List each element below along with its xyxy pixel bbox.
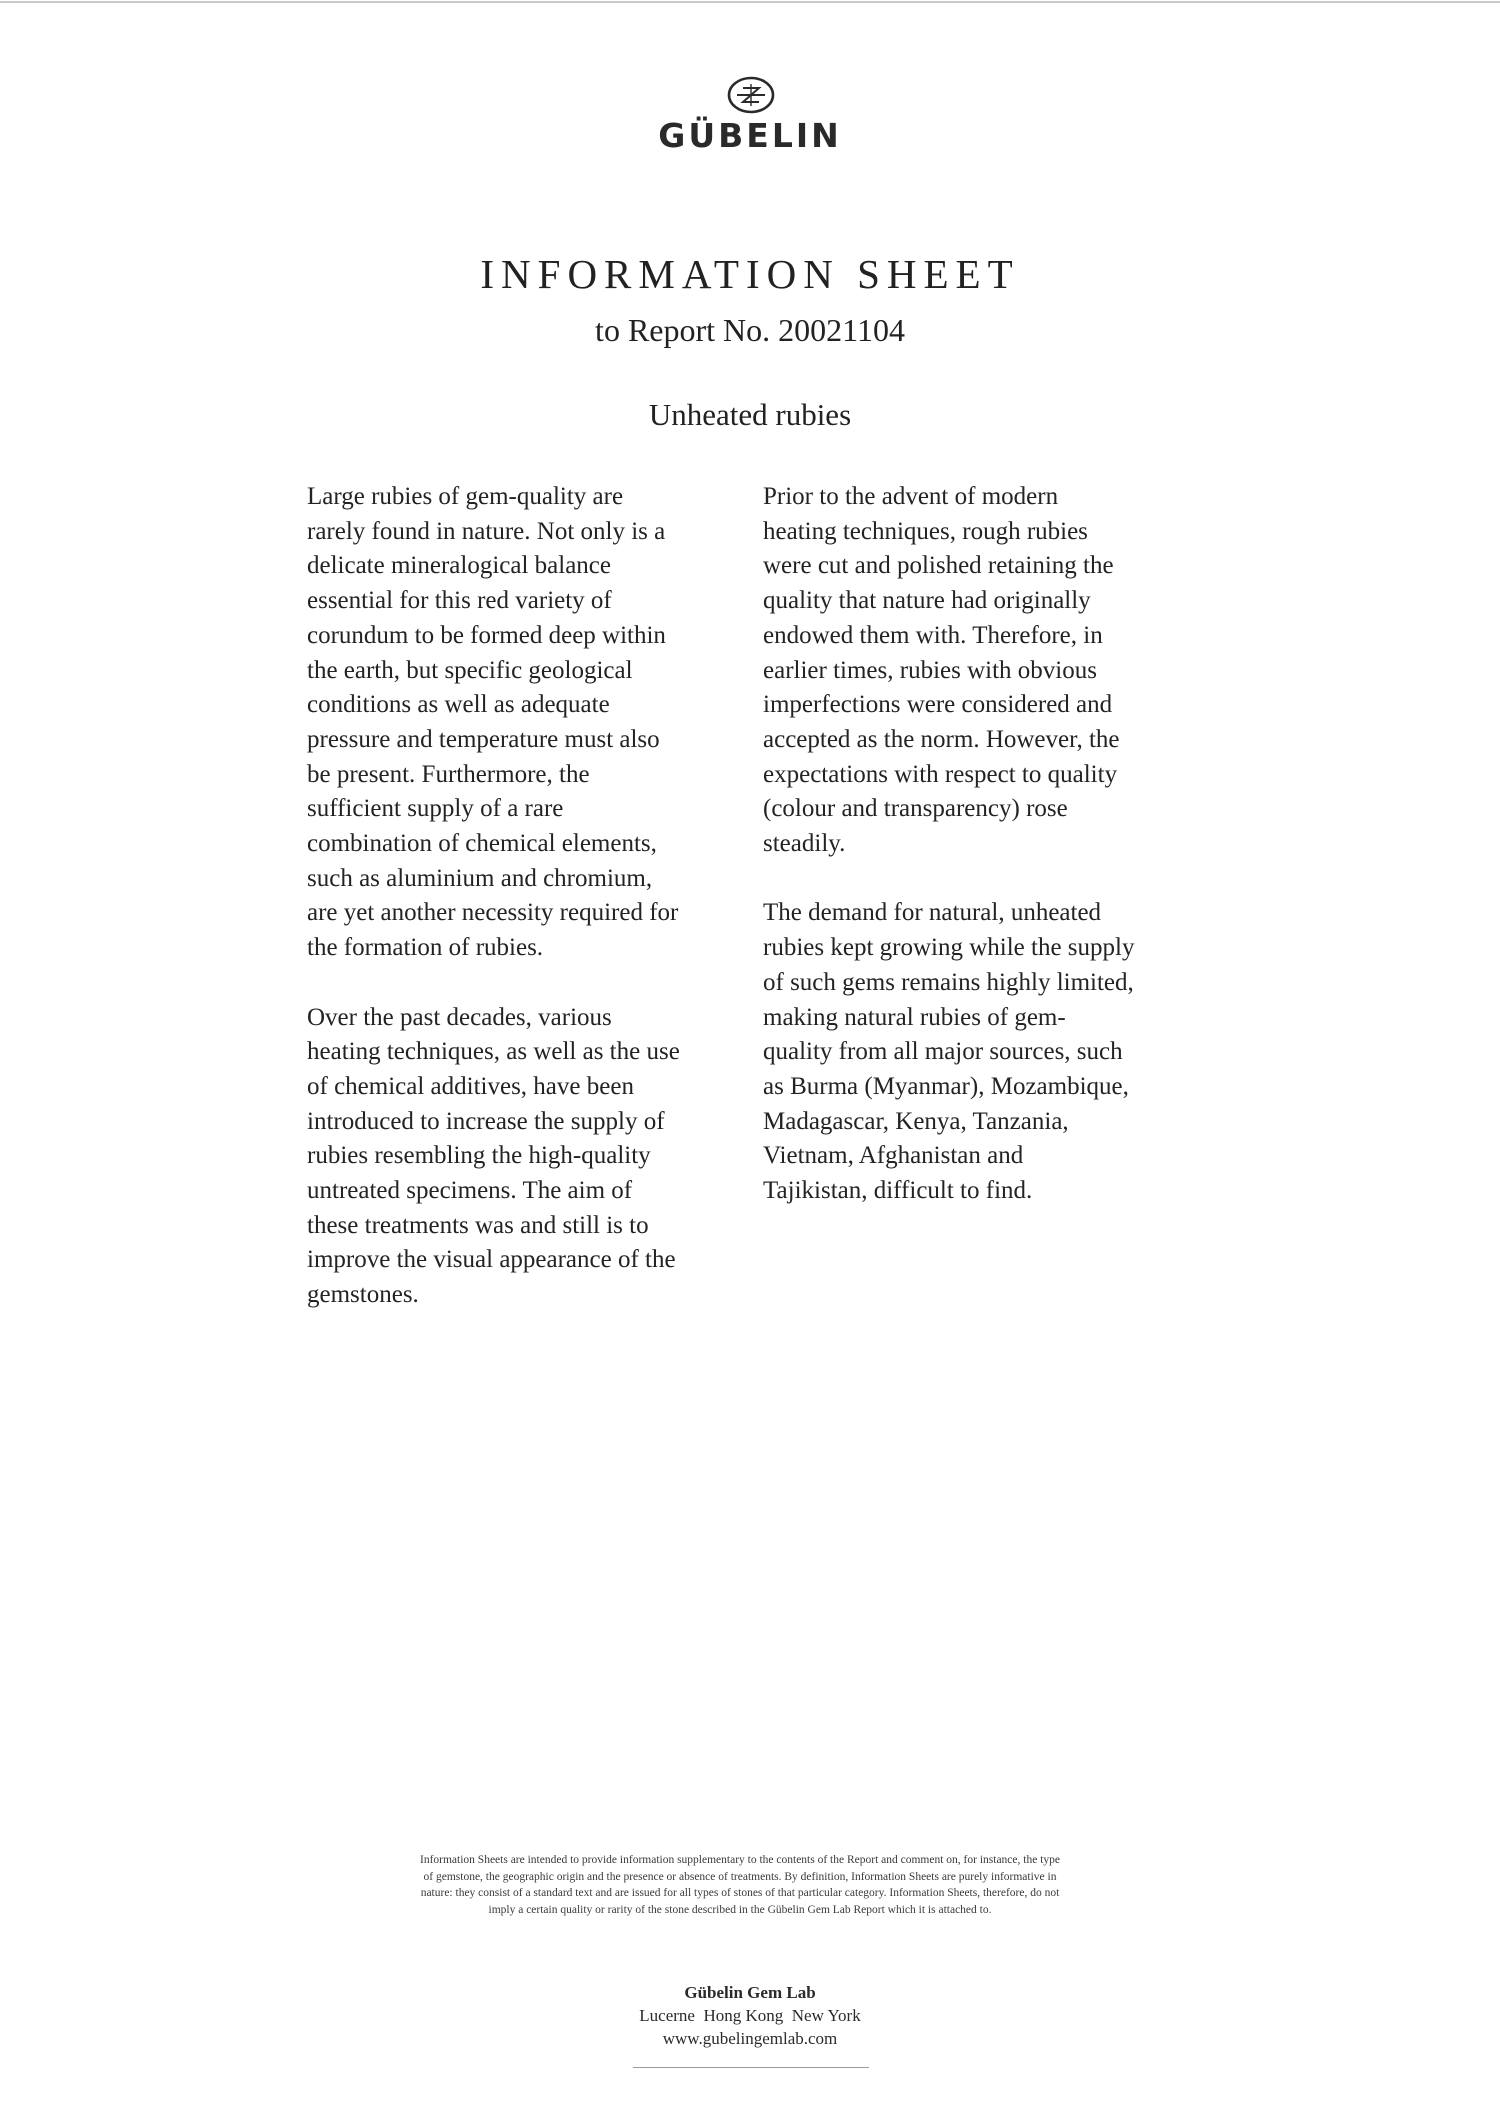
text-line: the earth, but specific geological — [307, 656, 633, 684]
text-line: The demand for natural, unheated — [763, 899, 1102, 927]
text-line: heating techniques, rough rubies — [763, 517, 1088, 545]
disclaimer-note — [290, 1852, 1190, 1918]
text-line: these treatments was and still is to — [307, 1211, 649, 1239]
text-line: of such gems remains highly limited, — [763, 968, 1134, 996]
text-line: Prior to the advent of modern — [763, 483, 1059, 510]
text-line: heating techniques, as well as the use — [307, 1038, 680, 1066]
footer-divider — [633, 2067, 869, 2068]
text-line: (colour and transparency) rose — [763, 795, 1068, 823]
text-line: of chemical additives, have been — [307, 1072, 634, 1100]
text-line: sufficient supply of a rare — [307, 795, 564, 823]
paragraph — [763, 896, 1203, 1208]
text-line: earlier times, rubies with obvious — [763, 656, 1097, 684]
text-line: accepted as the norm. However, the — [763, 725, 1120, 753]
text-line: Vietnam, Afghanistan and — [763, 1142, 1024, 1170]
text-line: Over the past decades, various — [307, 1003, 612, 1031]
right-column — [763, 480, 1203, 1243]
footer-website: www.gubelingemlab.com — [662, 2029, 838, 2048]
text-line: improve the visual appearance of the — [307, 1246, 676, 1274]
text-line: are yet another necessity required for — [307, 899, 679, 927]
disclaimer-line: nature: they consist of a standard text and are issued for all types of stones of that particular category. Information Sheets, therefore, do not — [420, 1887, 1060, 1899]
text-line: expectations with respect to quality — [763, 760, 1118, 788]
text-line: corundum to be formed deep within — [307, 621, 666, 649]
text-line: such as aluminium and chromium, — [307, 864, 653, 892]
gubelin-logo-icon — [726, 75, 776, 115]
footer — [0, 1981, 1500, 2050]
disclaimer-line: Information Sheets are intended to provide information supplementary to the contents of the Report and comment on, for instance, the type — [420, 1854, 1060, 1866]
text-line: conditions as well as adequate — [307, 691, 610, 719]
disclaimer-line: imply a certain quality or rarity of the stone described in the Gübelin Gem Lab Report which it is attached to. — [488, 1903, 992, 1916]
footer-locations: Lucerne Hong Kong New York — [639, 2006, 861, 2025]
text-line: rarely found in nature. Not only is a — [307, 517, 666, 545]
footer-company-name: Gübelin Gem Lab — [684, 1983, 816, 2002]
text-line: gemstones. — [307, 1281, 419, 1309]
text-line: Large rubies of gem-quality are — [307, 483, 624, 510]
paragraph — [307, 480, 747, 966]
text-line: Madagascar, Kenya, Tanzania, — [763, 1107, 1069, 1135]
disclaimer-line: of gemstone, the geographic origin and the presence or absence of treatments. By definition, Information Sheets are purely informative in — [423, 1870, 1057, 1883]
text-line: essential for this red variety of — [307, 587, 612, 615]
text-line: pressure and temperature must also — [307, 725, 660, 753]
page-title: INFORMATION SHEET — [480, 251, 1020, 297]
text-line: making natural rubies of gem- — [763, 1003, 1066, 1031]
left-column — [307, 480, 747, 1348]
section-heading: Unheated rubies — [648, 397, 852, 432]
text-line: were cut and polished retaining the — [763, 552, 1114, 580]
text-line: untreated specimens. The aim of — [307, 1177, 633, 1205]
text-line: Tajikistan, difficult to find. — [763, 1177, 1033, 1205]
text-line: steadily. — [763, 830, 846, 858]
text-line: introduced to increase the supply of — [307, 1107, 665, 1135]
text-line: be present. Furthermore, the — [307, 760, 590, 788]
text-line: quality that nature had originally — [763, 587, 1091, 615]
text-line: as Burma (Myanmar), Mozambique, — [763, 1072, 1129, 1100]
text-line: rubies kept growing while the supply — [763, 934, 1135, 962]
paragraph — [763, 480, 1203, 862]
text-line: imperfections were considered and — [763, 691, 1113, 719]
text-line: rubies resembling the high-quality — [307, 1142, 651, 1170]
paragraph — [307, 1001, 747, 1313]
text-line: delicate mineralogical balance — [307, 552, 611, 580]
top-edge-line — [0, 1, 1500, 3]
report-number: to Report No. 20021104 — [595, 312, 905, 348]
text-line: combination of chemical elements, — [307, 830, 657, 858]
text-line: the formation of rubies. — [307, 934, 544, 962]
text-line: quality from all major sources, such — [763, 1038, 1123, 1066]
brand-wordmark: GÜBELIN — [658, 116, 842, 155]
text-line: endowed them with. Therefore, in — [763, 621, 1103, 649]
